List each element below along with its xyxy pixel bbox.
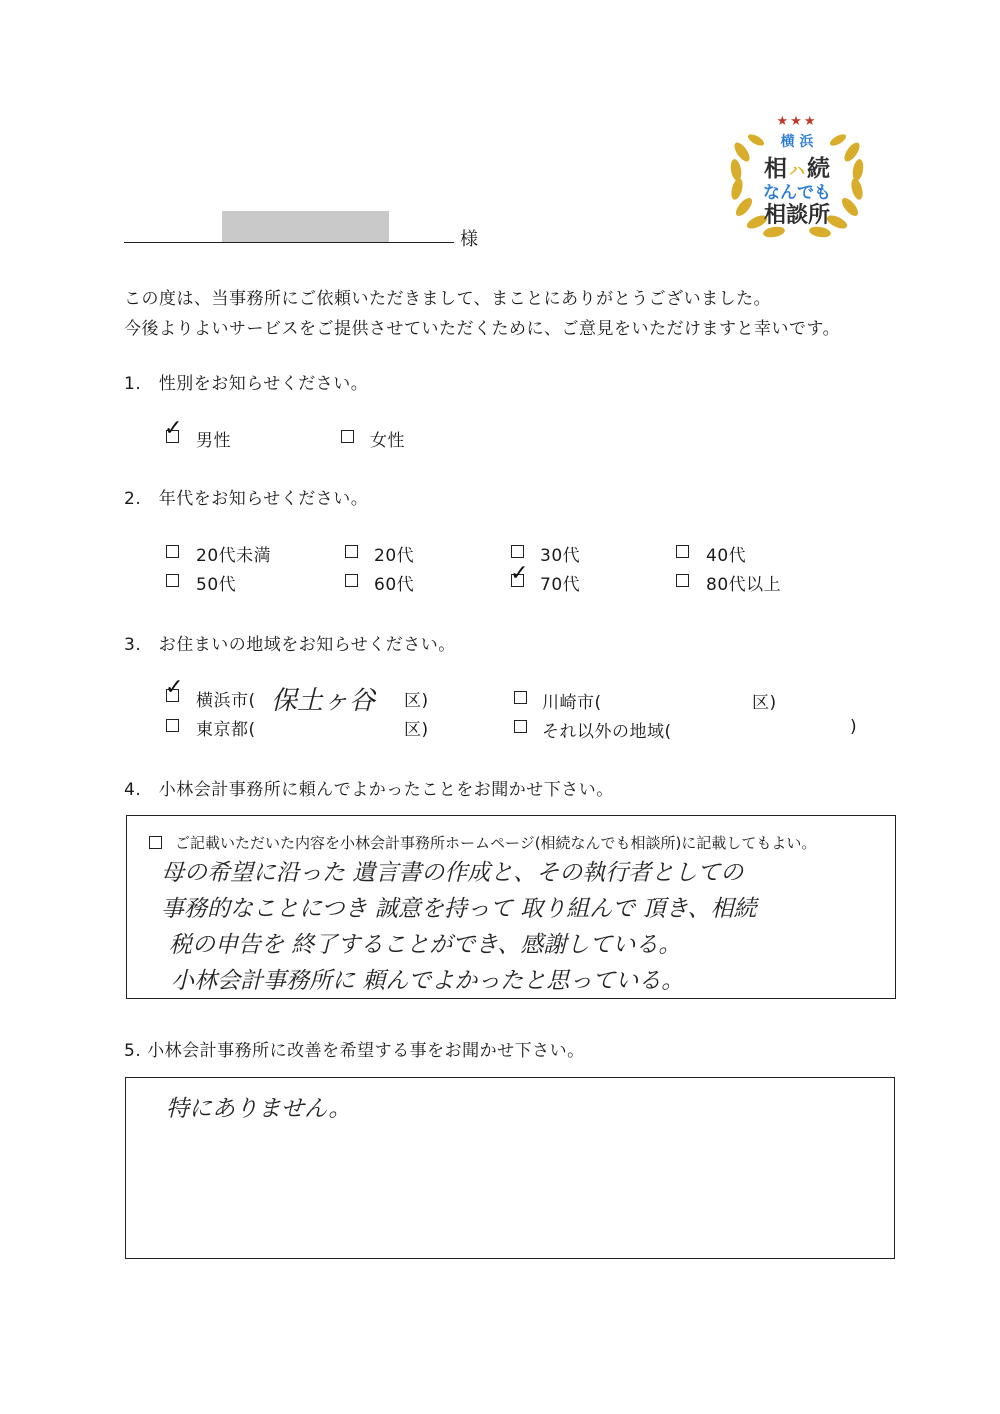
q3-yokohama-ward-handwritten: 保土ヶ谷	[271, 686, 376, 716]
q3-other-checkbox[interactable]	[514, 720, 527, 733]
q2-80plus-checkbox[interactable]	[676, 574, 689, 587]
q1-female-label: 女性	[370, 431, 405, 451]
q5-answer: 特にありません。	[166, 1096, 352, 1122]
q2-50s-label: 50代	[196, 575, 237, 595]
q3-kawasaki-label: 川崎市(	[542, 693, 602, 713]
q3-yokohama-suffix: 区)	[404, 691, 429, 711]
q2-title: 2. 年代をお知らせください。	[124, 489, 369, 509]
q3-yokohama-label: 横浜市(	[196, 691, 256, 711]
q1-title: 1. 性別をお知らせください。	[124, 374, 369, 394]
logo-stars: ★★★	[776, 114, 818, 129]
q5-answer-box[interactable]	[125, 1077, 895, 1259]
checkmark-icon: ✓	[510, 561, 529, 586]
q2-under20-label: 20代未満	[196, 546, 272, 566]
q2-50s-checkbox[interactable]	[166, 574, 179, 587]
q4-answer-line-1: 母の希望に沿った 遺言書の作成と、その執行者としての	[161, 860, 744, 886]
logo-seal	[722, 112, 872, 247]
logo-line3: 相談所	[763, 203, 830, 228]
q3-tokyo-suffix: 区)	[404, 720, 429, 740]
q1-male-label: 男性	[196, 431, 231, 451]
q5-title: 5. 小林会計事務所に改善を希望する事をお聞かせ下さい。	[124, 1041, 585, 1061]
q2-70s-label: 70代	[540, 575, 581, 595]
checkmark-icon: ✓	[164, 416, 183, 441]
redacted-name	[222, 211, 389, 242]
q3-kawasaki-suffix: 区)	[752, 693, 777, 713]
intro-line-2: 今後よりよいサービスをご提供させていただくために、ご意見をいただけますと幸いです。	[124, 319, 841, 339]
q2-40s-label: 40代	[706, 546, 747, 566]
q4-answer-box[interactable]	[126, 815, 896, 999]
logo-line1-b: 続	[807, 156, 830, 182]
logo-line2: なんでも	[763, 183, 831, 203]
q1-female-checkbox[interactable]	[341, 430, 354, 443]
q2-20s-label: 20代	[374, 546, 415, 566]
logo-line1-a: 相	[763, 156, 787, 182]
intro-line-1: この度は、当事務所にご依頼いただきまして、まことにありがとうございました。	[124, 289, 772, 309]
addressee-underline	[124, 242, 454, 243]
q2-80plus-label: 80代以上	[706, 575, 782, 595]
logo-top-text: 横 浜	[780, 134, 814, 150]
q2-60s-checkbox[interactable]	[345, 574, 358, 587]
q2-under20-checkbox[interactable]	[166, 545, 179, 558]
q2-60s-label: 60代	[374, 575, 415, 595]
q2-30s-label: 30代	[540, 546, 581, 566]
q2-20s-checkbox[interactable]	[345, 545, 358, 558]
logo-ribbon-icon: ハ	[788, 161, 805, 180]
q4-consent-text: ご記載いただいた内容を小林会計事務所ホームページ(相続なんでも相談所)に記載してもよい。	[175, 834, 817, 852]
q4-consent-checkbox[interactable]	[149, 836, 162, 849]
q4-title: 4. 小林会計事務所に頼んでよかったことをお聞かせ下さい。	[124, 780, 614, 800]
q3-other-suffix: )	[850, 717, 858, 737]
q2-30s-checkbox[interactable]	[511, 545, 524, 558]
q3-tokyo-label: 東京都(	[196, 720, 256, 740]
q2-40s-checkbox[interactable]	[676, 545, 689, 558]
checkmark-icon: ✓	[165, 675, 184, 700]
q3-kawasaki-checkbox[interactable]	[514, 691, 527, 704]
q3-tokyo-checkbox[interactable]	[166, 719, 179, 732]
q3-other-label: それ以外の地域(	[542, 722, 672, 742]
q4-answer-line-2: 事務的なことにつき 誠意を持って 取り組んで 頂き、相続	[161, 896, 757, 922]
q4-answer-line-4: 小林会計事務所に 頼んでよかったと思っている。	[171, 968, 685, 994]
honorific-sama: 様	[460, 229, 479, 250]
q3-title: 3. お住まいの地域をお知らせください。	[124, 635, 456, 655]
q4-answer-line-3: 税の申告を 終了することができ、感謝している。	[169, 932, 682, 958]
